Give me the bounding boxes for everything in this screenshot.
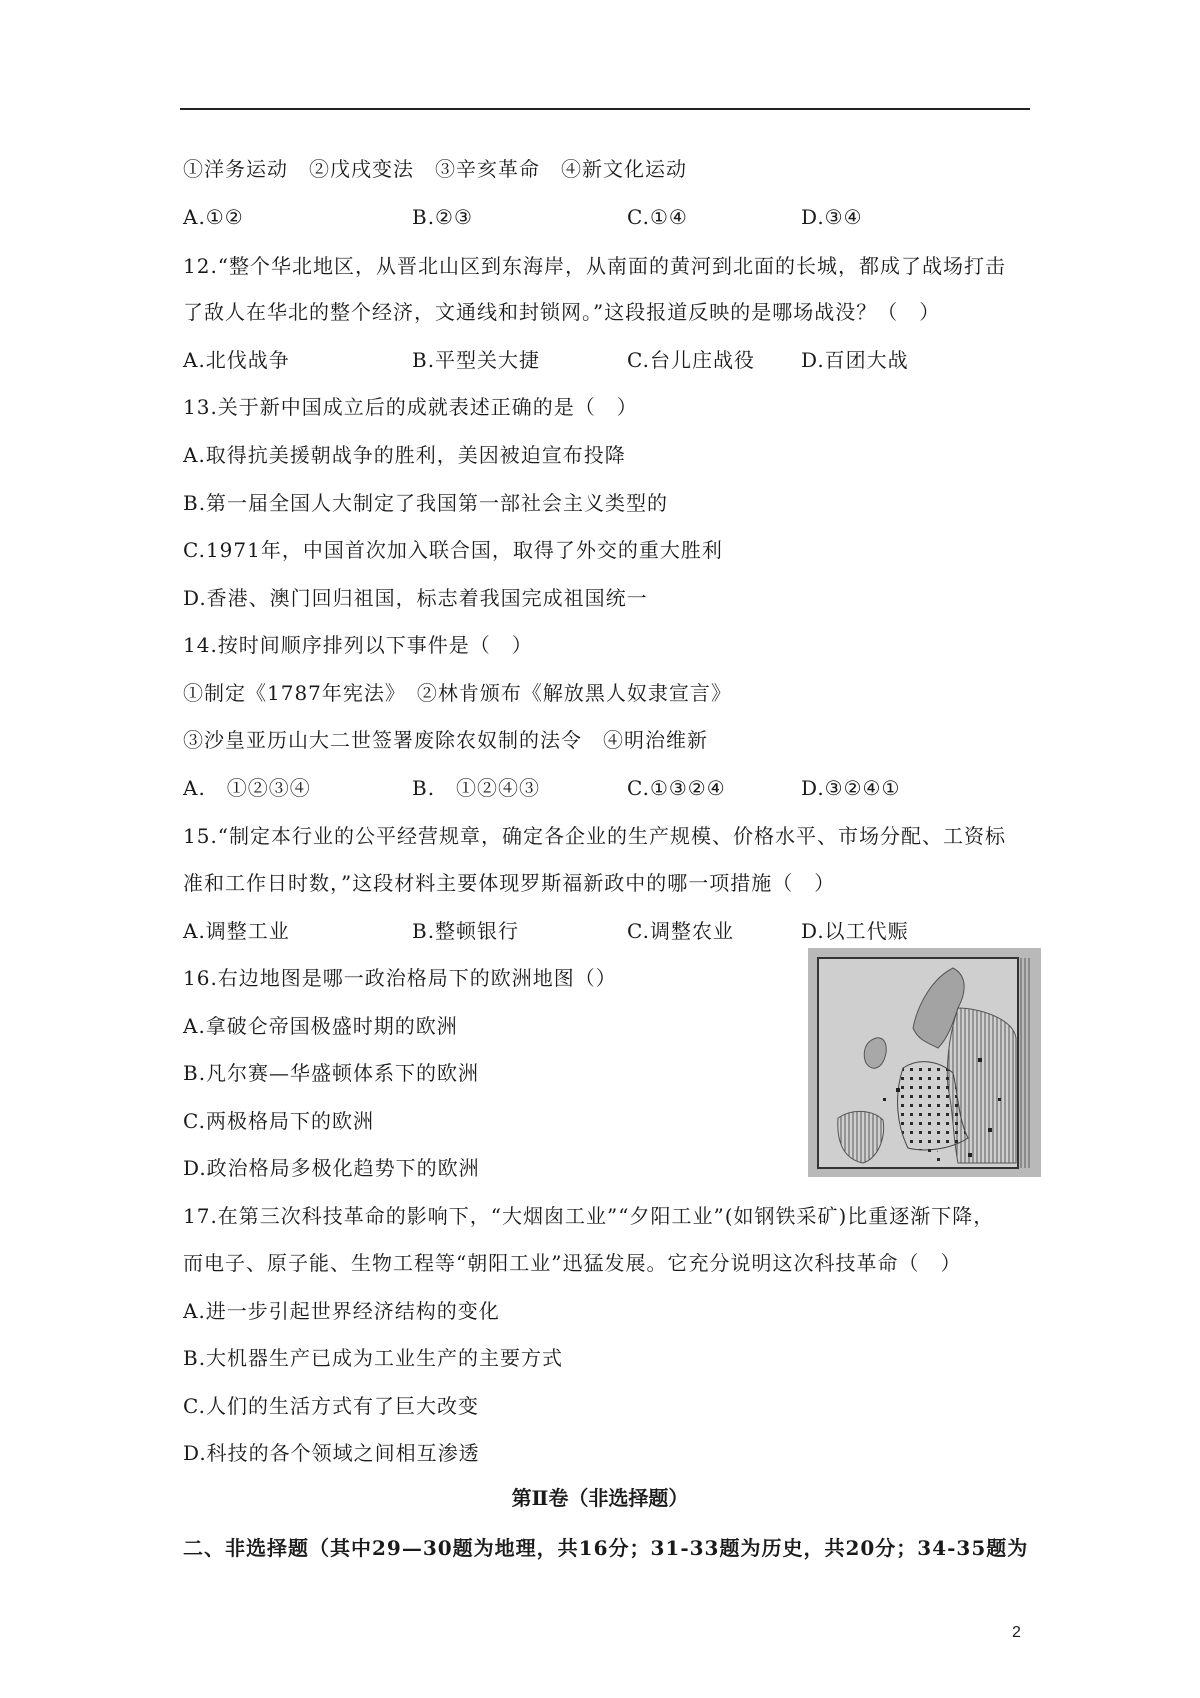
- q12-stem-line1: 12.“整个华北地区，从晋北山区到东海岸，从南面的黄河到北面的长城，都成了战场打击: [183, 254, 1007, 278]
- q17-stem-line1: 17.在第三次科技革命的影响下，“大烟囱工业”“夕阳工业”(如钢铁采矿)比重逐渐下降，: [183, 1204, 995, 1228]
- option-c: C.①③②④: [627, 776, 726, 800]
- q16-option-b: B.凡尔赛—华盛顿体系下的欧洲: [183, 1061, 480, 1085]
- q14-stem: 14.按时间顺序排列以下事件是（ ）: [183, 633, 533, 657]
- q17-stem-line2: 而电子、原子能、生物工程等“朝阳工业”迅猛发展。它充分说明这次科技革命（ ）: [183, 1251, 962, 1275]
- option-d: D.以工代赈: [801, 919, 909, 943]
- option-d: D.③②④①: [801, 776, 901, 800]
- q17-option-d: D.科技的各个领域之间相互渗透: [183, 1441, 480, 1465]
- option-a: A. ①②③④: [183, 776, 311, 800]
- q13-option-a: A.取得抗美援朝战争的胜利，美因被迫宣布投降: [183, 443, 626, 467]
- q16-option-c: C.两极格局下的欧洲: [183, 1109, 374, 1133]
- q17-option-c: C.人们的生活方式有了巨大改变: [183, 1394, 479, 1418]
- option-c: C.①④: [627, 205, 688, 229]
- q13-stem: 13.关于新中国成立后的成就表述正确的是（ ）: [183, 395, 638, 419]
- option-c: C.台儿庄战役: [627, 348, 755, 372]
- option-b: B.整顿银行: [412, 919, 520, 943]
- q13-option-b: B.第一届全国人大制定了我国第一部社会主义类型的: [183, 491, 669, 515]
- q16-option-a: A.拿破仑帝国极盛时期的欧洲: [183, 1014, 458, 1038]
- q15-stem-line1: 15.“制定本行业的公平经营规章，确定各企业的生产规模、价格水平、市场分配、工资标: [183, 824, 1007, 848]
- option-a: A.北伐战争: [183, 348, 290, 372]
- q16-option-d: D.政治格局多极化趋势下的欧洲: [183, 1156, 480, 1180]
- page-number: 2: [1012, 1624, 1021, 1641]
- q17-option-b: B.大机器生产已成为工业生产的主要方式: [183, 1346, 564, 1370]
- option-b: B. ①②④③: [412, 776, 541, 800]
- q15-stem-line2: 准和工作日时数，”这段材料主要体现罗斯福新政中的哪一项措施（ ）: [183, 871, 836, 895]
- q14-items-line2: ③沙皇亚历山大二世签署废除农奴制的法令 ④明治维新: [183, 728, 708, 752]
- section-heading: 二、非选择题（其中29—30题为地理，共16分；31-33题为历史，共20分；34-35题为: [183, 1536, 1029, 1560]
- q12-stem-line2: 了敌人在华北的整个经济，文通线和封锁网。”这段报道反映的是哪场战没？（ ）: [183, 300, 941, 324]
- header-rule: [180, 108, 1030, 110]
- option-d: D.③④: [801, 205, 863, 229]
- q13-option-d: D.香港、澳门回归祖国，标志着我国完成祖国统一: [183, 586, 648, 610]
- q12-options: [183, 346, 1003, 374]
- q13-option-c: C.1971年，中国首次加入联合国，取得了外交的重大胜利: [183, 538, 723, 562]
- option-a: A.①②: [183, 205, 244, 229]
- option-c: C.调整农业: [627, 919, 734, 943]
- q16-stem: 16.右边地图是哪一政治格局下的欧洲地图（）: [183, 966, 617, 990]
- section-title: 第Ⅱ卷（非选择题）: [511, 1486, 689, 1510]
- q15-options: [183, 917, 1003, 945]
- q14-options: [183, 774, 1003, 802]
- europe-map-image: [808, 948, 1041, 1177]
- option-a: A.调整工业: [183, 919, 290, 943]
- option-b: B.②③: [412, 205, 473, 229]
- q17-option-a: A.进一步引起世界经济结构的变化: [183, 1299, 500, 1323]
- q14-items-line1: ①制定《1787年宪法》 ②林肯颁布《解放黑人奴隶宣言》: [183, 681, 732, 705]
- q11-options: [183, 203, 1003, 231]
- option-b: B.平型关大捷: [412, 348, 541, 372]
- option-d: D.百团大战: [801, 348, 909, 372]
- q11-items: ①洋务运动 ②戊戌变法 ③辛亥革命 ④新文化运动: [183, 157, 687, 181]
